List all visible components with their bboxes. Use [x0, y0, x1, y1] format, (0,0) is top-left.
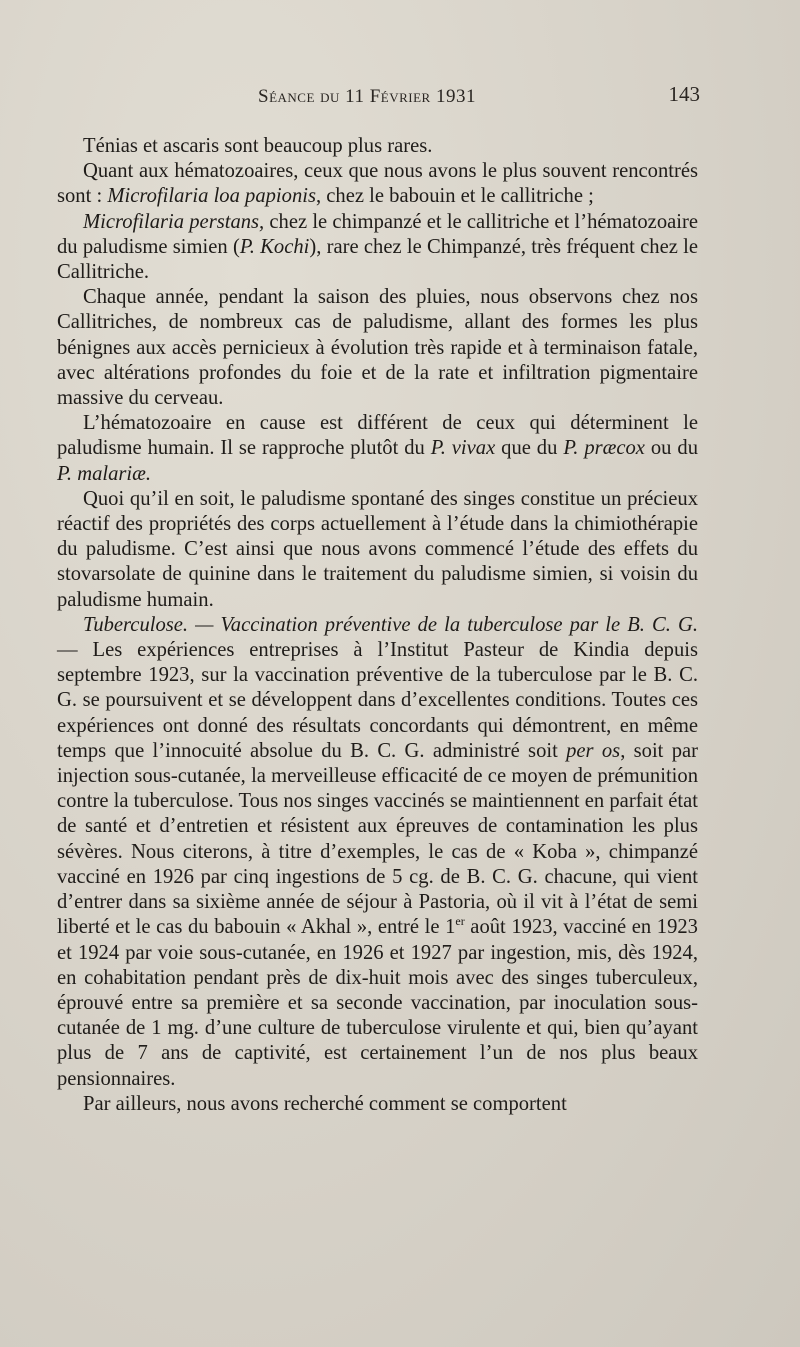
text-run: Chaque année, pendant la saison des pluies, nous observons chez nos Callitriches, de nombreux cas de paludisme, allant des formes les plus bénignes aux accès pernicieux à évolution très rapide et à terminaison fatale, avec altérations profondes du foie et de la rate et infiltration pigmentaire massive du cerveau.: [57, 286, 698, 410]
italic-text: per os: [566, 739, 621, 762]
paragraph: [57, 613, 698, 1092]
page-header: [58, 82, 700, 116]
text-run: , soit par injection sous-cutanée, la merveilleuse efficacité de ce moyen de prémunition contre la tuberculose. Tous nos singes vaccinés se maintiennent en parfait état de santé et d’entretien et résistent aux épreuves de contamination les plus sévères. Nous citerons, à titre d’exemples, le cas de « Koba », chimpanzé vacciné en 1926 par cinq ingestions de 5 cg. de B. C. G. chacune, qui vient d’entrer dans sa sixième année de séjour à Pastoria, où il vit à l’état de semi liberté et le cas du babouin « Akhal », entré le 1: [57, 739, 699, 939]
body-text: [57, 134, 698, 1117]
text-run: , chez le babouin et le callitriche ;: [315, 185, 594, 208]
text-run: ou du: [644, 437, 698, 460]
italic-text: P. Kochi: [239, 235, 310, 258]
paragraph: [57, 159, 698, 209]
italic-text: Microfilaria perstans,: [83, 210, 265, 233]
text-run: Quoi qu’il en soit, le paludisme spontané des singes constitue un précieux réactif des propriétés des corps actuellement à l’étude dans la chimiothérapie du paludisme. C’est ainsi que nous avons commencé l’étude des effets du stovarsolate de quinine dans le traitement du paludisme simien, si voisin du paludisme humain.: [57, 487, 698, 611]
paragraph: [57, 487, 698, 613]
running-head: Séance du 11 Février 1931: [258, 86, 476, 107]
italic-text: P. vivax: [430, 437, 496, 460]
text-run: L’hématozoaire en cause est différent de ceux qui déterminent le paludisme humain. Il se rapproche plutôt du: [57, 412, 698, 460]
italic-text: Microfilaria loa papionis: [107, 185, 316, 208]
paragraph: [57, 134, 698, 159]
italic-text: P. malariæ.: [57, 462, 152, 485]
paragraph: [57, 210, 698, 286]
paragraph: [57, 411, 698, 487]
text-run: — Les expériences entreprises à l’Institut Pasteur de Kindia depuis septembre 1923, sur la vaccination préventive de la tuberculose par le B. C. G. se poursuivent et se développent dans d’excellentes conditions. Toutes ces expériences ont donné des résultats concordants qui démontrent, en même temps que l’innocuité absolue du B. C. G. administré soit: [57, 639, 698, 762]
italic-text: Tuberculose. — Vaccination préventive de la tuberculose par le B. C. G.: [83, 613, 698, 636]
text-run: Par ailleurs, nous avons recherché comment se comportent: [83, 1092, 567, 1115]
text-run: Ténias et ascaris sont beaucoup plus rares.: [83, 135, 433, 157]
page-number: 143: [668, 82, 700, 106]
text-run: Quant aux hématozoaires, ceux que nous avons le plus souvent rencontrés sont :: [57, 160, 698, 208]
paragraph: [57, 1092, 698, 1117]
superscript-text: er: [455, 914, 465, 929]
text-run: août 1923, vacciné en 1923 et 1924 par voie sous-cutanée, en 1926 et 1927 par ingestion, mis, dès 1924, en cohabitation pendant près de dix-huit mois avec des singes tuberculeux, éprouvé entre sa première et sa seconde vaccination, par inoculation sous-cutanée de 1 mg. d’une culture de tuberculose virulente et qui, bien qu’ayant plus de 7 ans de captivité, est certainement l’un de nos plus beaux pensionnaires.: [57, 916, 698, 1090]
italic-text: P. præcox: [563, 437, 645, 460]
text-run: que du: [495, 437, 564, 460]
text-run: ), rare chez le Chimpanzé, très fréquent chez le Callitriche.: [57, 235, 698, 284]
paragraph: [57, 285, 698, 411]
text-run: chez le chimpanzé et le callitriche et l’hématozoaire du paludisme simien (: [57, 210, 698, 258]
